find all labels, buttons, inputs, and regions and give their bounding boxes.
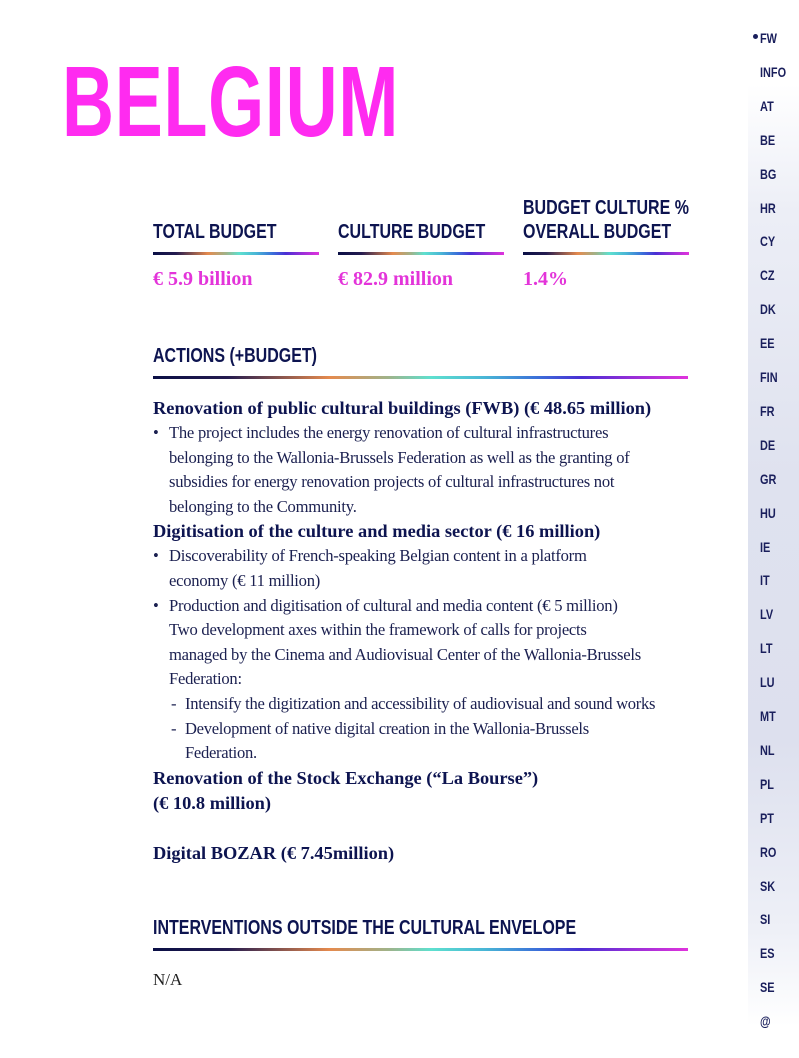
total-budget-label: TOTAL BUDGET bbox=[153, 221, 277, 243]
nav-item-lu[interactable]: LU bbox=[760, 674, 775, 691]
nav-item-it[interactable]: IT bbox=[760, 572, 770, 589]
budget-share-value: 1.4% bbox=[523, 268, 568, 290]
action-bullet bbox=[153, 421, 693, 519]
action-title: Digital BOZAR (€ 7.45million) bbox=[153, 842, 395, 863]
gradient-divider bbox=[153, 376, 688, 379]
dash-icon: - bbox=[171, 693, 177, 713]
nav-item-fw[interactable]: FW bbox=[760, 30, 777, 46]
culture-budget-label: CULTURE BUDGET bbox=[338, 221, 486, 243]
nav-item-cz[interactable]: CZ bbox=[760, 267, 775, 284]
action-bullet bbox=[153, 594, 693, 692]
nav-item-gr[interactable]: GR bbox=[760, 470, 777, 487]
budget-share-label bbox=[523, 194, 689, 244]
bullet-line: Federation: bbox=[169, 669, 242, 689]
nav-item-pl[interactable]: PL bbox=[760, 775, 774, 792]
interventions-value: N/A bbox=[153, 970, 183, 989]
country-nav bbox=[748, 0, 799, 1058]
total-budget-block bbox=[153, 194, 319, 291]
actions-heading: ACTIONS (+BUDGET) bbox=[153, 345, 317, 367]
action-title: Renovation of public cultural buildings (FWB) (€ 48.65 million) bbox=[153, 398, 652, 418]
sub-bullet-line: Federation. bbox=[185, 743, 257, 763]
gradient-divider bbox=[523, 252, 689, 255]
nav-item-fr[interactable]: FR bbox=[760, 402, 775, 419]
nav-item-cy[interactable]: CY bbox=[760, 233, 776, 250]
bullet-line: managed by the Cinema and Audiovisual Center of the Wallonia-Brussels bbox=[169, 644, 641, 664]
bullet-line: Production and digitisation of cultural and media content (€ 5 million) bbox=[169, 595, 618, 615]
nav-item-ee[interactable]: EE bbox=[760, 335, 775, 352]
nav-item-pt[interactable]: PT bbox=[760, 809, 774, 826]
sub-bullet-line: Intensify the digitization and accessibility of audiovisual and sound works bbox=[185, 693, 656, 713]
nav-item-ro[interactable]: RO bbox=[760, 843, 777, 860]
nav-item-de[interactable]: DE bbox=[760, 436, 776, 453]
budget-share-label-line1: BUDGET CULTURE % bbox=[523, 197, 689, 219]
action-bullet bbox=[153, 544, 693, 593]
budget-share-label-line2: OVERALL BUDGET bbox=[523, 221, 672, 243]
nav-item-si[interactable]: SI bbox=[760, 911, 771, 928]
nav-item-nl[interactable]: NL bbox=[760, 741, 775, 758]
bullet-icon: • bbox=[153, 546, 159, 566]
nav-item-sk[interactable]: SK bbox=[760, 877, 776, 894]
interventions-section-header bbox=[153, 916, 688, 951]
sub-bullet-line: Development of native digital creation in the Wallonia-Brussels bbox=[185, 718, 589, 738]
bullet-line: Discoverability of French-speaking Belgian content in a platform bbox=[169, 546, 587, 566]
bullet-icon: • bbox=[153, 595, 159, 615]
bullet-line: economy (€ 11 million) bbox=[169, 570, 321, 590]
actions-list bbox=[153, 396, 693, 866]
nav-item-at[interactable]: AT bbox=[760, 97, 774, 114]
budget-share-block bbox=[523, 194, 689, 291]
nav-item-es[interactable]: ES bbox=[760, 945, 775, 962]
nav-item-dk[interactable]: DK bbox=[760, 301, 776, 318]
bullet-line: Two development axes within the framework of calls for projects bbox=[169, 620, 587, 640]
nav-item-hu[interactable]: HU bbox=[760, 504, 776, 521]
bullet-line: The project includes the energy renovation of cultural infrastructures bbox=[169, 423, 609, 442]
active-dot-icon bbox=[753, 34, 758, 39]
action-sub-bullet bbox=[153, 717, 693, 766]
interventions-heading: INTERVENTIONS OUTSIDE THE CULTURAL ENVELOPE bbox=[153, 917, 577, 939]
nav-item-mt[interactable]: MT bbox=[760, 708, 776, 724]
bullet-line: belonging to the Community. bbox=[169, 496, 357, 516]
gradient-divider bbox=[153, 252, 319, 255]
nav-item-ie[interactable]: IE bbox=[760, 538, 771, 555]
culture-budget-block bbox=[338, 194, 504, 291]
dash-icon: - bbox=[171, 718, 177, 738]
nav-item-info[interactable]: INFO bbox=[760, 63, 787, 80]
action-title: Digitisation of the culture and media sector (€ 16 million) bbox=[153, 521, 601, 542]
gradient-divider bbox=[338, 252, 504, 255]
actions-section-header bbox=[153, 344, 688, 379]
nav-item-hr[interactable]: HR bbox=[760, 199, 776, 216]
page-title: BELGIUM bbox=[62, 46, 400, 158]
nav-item-se[interactable]: SE bbox=[760, 979, 775, 996]
action-sub-bullet bbox=[153, 692, 693, 717]
action-title-amount: (€ 10.8 million) bbox=[153, 792, 272, 813]
nav-item-contact[interactable]: @ bbox=[760, 1013, 771, 1030]
nav-item-fin[interactable]: FIN bbox=[760, 369, 778, 385]
bullet-line: belonging to the Wallonia-Brussels Federation as well as the granting of bbox=[169, 447, 630, 467]
bullet-icon: • bbox=[153, 423, 159, 442]
nav-item-lv[interactable]: LV bbox=[760, 606, 774, 623]
nav-item-lt[interactable]: LT bbox=[760, 640, 773, 657]
nav-item-bg[interactable]: BG bbox=[760, 165, 777, 182]
total-budget-value: € 5.9 billion bbox=[153, 268, 253, 290]
gradient-divider bbox=[153, 948, 688, 951]
action-title: Renovation of the Stock Exchange (“La Bourse”) bbox=[153, 767, 539, 788]
culture-budget-value: € 82.9 million bbox=[338, 268, 454, 290]
bullet-line: subsidies for energy renovation projects of cultural infrastructures not bbox=[169, 472, 615, 492]
nav-item-be[interactable]: BE bbox=[760, 131, 776, 148]
